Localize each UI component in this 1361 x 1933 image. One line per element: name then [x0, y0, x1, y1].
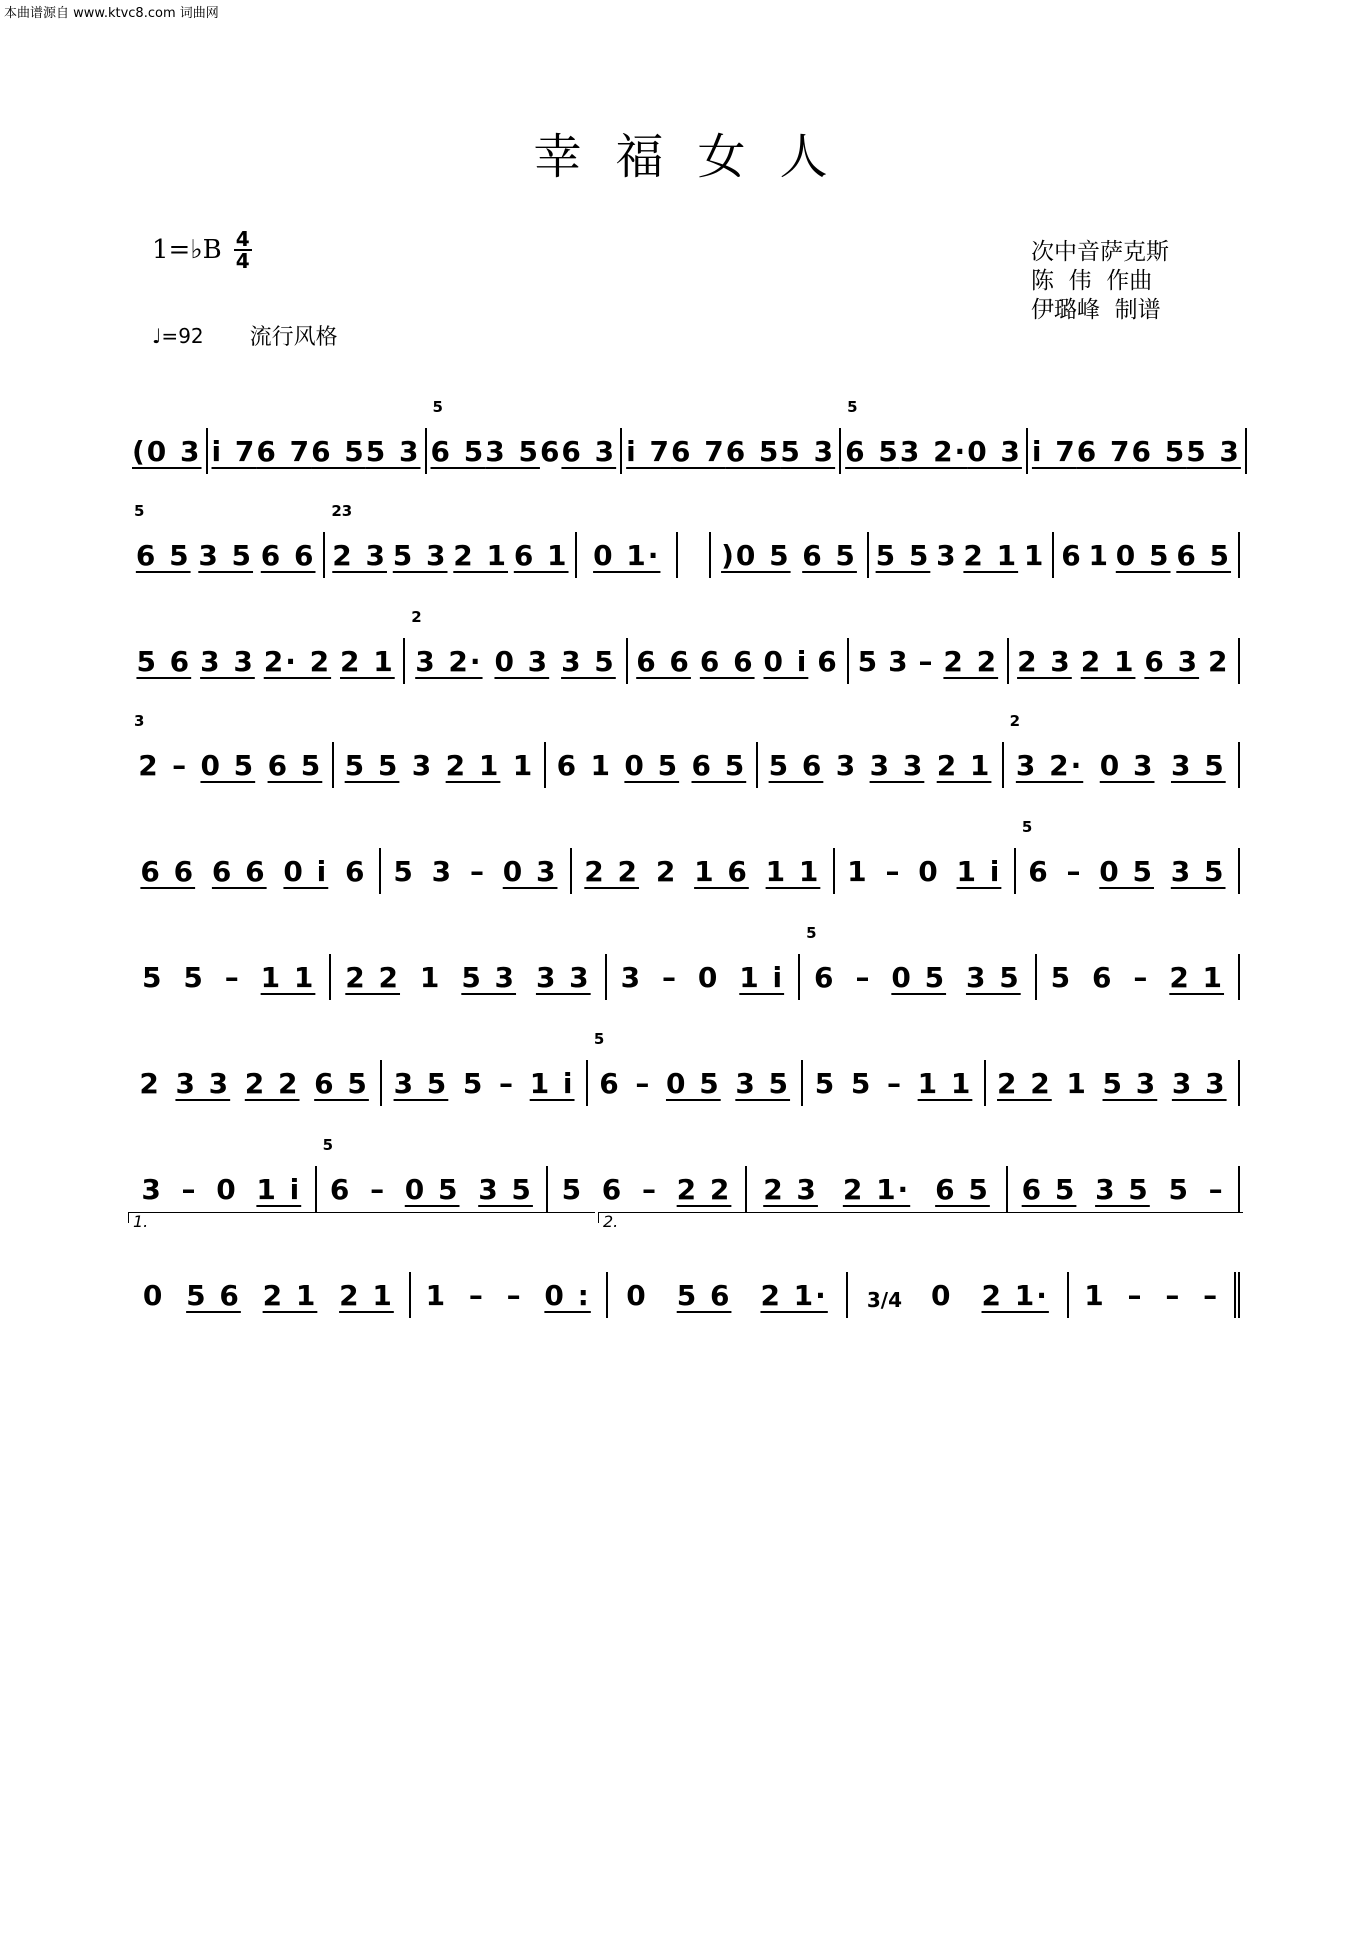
note-group: 0 5 [1099, 855, 1154, 888]
note-group: – [1127, 1279, 1144, 1312]
grace-note: 5 [593, 1030, 605, 1048]
note-group: 6 [814, 961, 836, 994]
note-group: 5 [393, 855, 415, 888]
note-group: i 7 [1031, 435, 1077, 468]
note-group: 1 [1066, 1067, 1088, 1100]
note-group: 6 5 [845, 435, 900, 468]
note-group: 3 2· [899, 435, 968, 468]
measure [331, 954, 606, 1000]
staff-line-6 [128, 918, 1240, 1002]
note-group: 2 1 [963, 539, 1019, 572]
note-group: 0 3 [967, 435, 1022, 468]
note-group: 0 i [763, 645, 809, 678]
measure [411, 1272, 608, 1318]
note-group: 3 5 [198, 539, 254, 572]
grace-note: 2 [411, 608, 422, 626]
note-group: 0 [931, 1279, 953, 1312]
note-group: 0 [142, 1279, 165, 1312]
note-group: – [1165, 1279, 1182, 1312]
measure [628, 638, 849, 684]
time-signature-bottom: 4 [235, 249, 250, 273]
note-group: 5 5 [344, 749, 400, 782]
note-group: 6 [1061, 539, 1083, 572]
note-group: – [1066, 855, 1083, 888]
note-group: 0 5 [200, 749, 256, 782]
measure [128, 638, 405, 684]
measure [849, 638, 1008, 684]
measure [128, 1060, 382, 1106]
measure [1009, 638, 1240, 684]
note-group: )0 5 [721, 539, 791, 572]
staff-line-8 [128, 1130, 1240, 1214]
note-group: 3 5 [735, 1067, 791, 1100]
note-group: – [1133, 961, 1150, 994]
note-group: 6 [599, 1067, 621, 1100]
note-group: 2 1 [1169, 961, 1225, 994]
measure [1037, 954, 1240, 1000]
measure [986, 1060, 1240, 1106]
note-group: 6 3 [561, 435, 617, 468]
measure [208, 428, 427, 474]
staff-measures [128, 924, 1240, 1000]
note-group: 1 [1023, 539, 1046, 572]
note-group: 1 [590, 749, 612, 782]
note-group: 6 5 [935, 1173, 990, 1206]
note-group: 2 1· [760, 1279, 828, 1312]
staff-line-1 [128, 392, 1240, 476]
note-group: 6 6 [636, 645, 691, 678]
measure [128, 712, 334, 788]
note-group: 6 5 [267, 749, 323, 782]
key-signature: 1=♭B [152, 235, 222, 265]
note-group: 5 [462, 1067, 485, 1100]
note-group: 0 5 [404, 1173, 460, 1206]
measure [1008, 1166, 1240, 1212]
note-group: – [469, 855, 486, 888]
note-group: – [499, 1067, 516, 1100]
note-group: 2 2 [244, 1067, 300, 1100]
note-group: 3 [141, 1173, 163, 1206]
note-group: 6 [601, 1173, 624, 1206]
note-group: 3 3 [535, 961, 591, 994]
measure [128, 1272, 411, 1318]
note-group: 0 3 [502, 855, 558, 888]
note-group: 1 [512, 749, 535, 782]
note-group: 3 [620, 961, 643, 994]
note-group: 1 i [256, 1173, 302, 1206]
note-group: 3 3 [175, 1067, 231, 1100]
grace-note: 2 [1009, 712, 1021, 730]
note-group: 2 1 [453, 539, 509, 572]
note-group: 3 [936, 539, 958, 572]
note-group: 6 5 [314, 1067, 369, 1100]
measure [1004, 712, 1240, 788]
note-group: 3 5 [561, 645, 616, 678]
measure [128, 1166, 317, 1212]
note-group: 6 5 [725, 435, 781, 468]
note-group: 6 [1028, 855, 1050, 888]
note-group: 3 5 [965, 961, 1021, 994]
volta-second-ending: 2. [598, 1212, 1243, 1223]
measure [382, 1060, 588, 1106]
note-group: 6 [817, 645, 839, 678]
note-group: 1 i [956, 855, 1002, 888]
note-group: 2 2 [345, 961, 401, 994]
note-group: 6 7 [256, 435, 312, 468]
note-group: 3 2· [415, 645, 483, 678]
source-header: 本曲谱源自 www.ktvc8.com 词曲网 [4, 6, 219, 21]
measure [128, 502, 325, 578]
measure [572, 848, 835, 894]
note-group: 5 [857, 645, 880, 678]
note-group: 2 1 [339, 1279, 394, 1312]
note-group: 6 6 [211, 855, 267, 888]
grace-note: 5 [432, 398, 443, 416]
staff-line-2 [128, 496, 1240, 580]
note-group: 1 6 [694, 855, 749, 888]
measure [758, 742, 1003, 788]
note-group: 2 1 [445, 749, 501, 782]
note-group: 6 6 [260, 539, 316, 572]
credit-composer: 陈 伟 作曲 [1031, 268, 1153, 294]
note-group: – [468, 1279, 485, 1312]
note-group: 3 5 [1095, 1173, 1150, 1206]
measure [622, 428, 841, 474]
time-signature [234, 229, 252, 271]
staff-measures [128, 502, 1240, 578]
note-group: 5 [1168, 1173, 1190, 1206]
note-group: 5 [561, 1173, 584, 1206]
note-group: 2 1 [262, 1279, 318, 1312]
note-group: 3 [888, 645, 910, 678]
note-group: 6 5 [430, 435, 486, 468]
note-group: 1 1 [260, 961, 316, 994]
score-title: 幸福女人 [533, 129, 862, 185]
measure [711, 532, 868, 578]
note-group: 2 3 [332, 539, 387, 572]
note-group: 3 3 [200, 645, 255, 678]
measure [800, 924, 1037, 1000]
note-group: i 7 [626, 435, 671, 468]
credit-transcriber: 伊璐峰 制谱 [1031, 297, 1161, 323]
note-group: 2 2 [997, 1067, 1052, 1100]
tempo-block [152, 320, 338, 351]
note-group: 6 6 [699, 645, 755, 678]
tempo-marking: ♩=92 [152, 323, 204, 348]
measure [588, 1030, 804, 1106]
note-group: 5 5 [875, 539, 931, 572]
grace-note: 5 [806, 924, 817, 942]
note-group: 2 3 [763, 1173, 818, 1206]
key-signature-block [152, 228, 252, 272]
note-group: 1 [847, 855, 869, 888]
measure [1054, 532, 1240, 578]
note-group: 5 3 [365, 435, 421, 468]
note-group: 1 [1088, 539, 1110, 572]
note-group: 5 3 [392, 539, 448, 572]
staff-measures [128, 398, 1241, 474]
note-group: 2 2 [584, 855, 640, 888]
staff-measures [128, 608, 1240, 684]
note-group: 0 3 [494, 645, 550, 678]
note-group: 5 6 [136, 645, 192, 678]
measure [548, 1166, 746, 1212]
note-group: 1 [425, 1279, 448, 1312]
note-group: 6 7 [670, 435, 726, 468]
measure [577, 532, 678, 578]
staff-measures [128, 1136, 1240, 1212]
note-group: 2 [139, 1067, 161, 1100]
measure [869, 532, 1055, 578]
staff-line-7 [128, 1024, 1240, 1108]
note-group: 2 [1208, 645, 1230, 678]
measure [325, 502, 577, 578]
note-group: 1 [1084, 1279, 1106, 1312]
note-group: – [635, 1067, 652, 1100]
time-signature-change: 3/4 [866, 1288, 902, 1312]
note-group: – [885, 855, 902, 888]
measure [1069, 1272, 1240, 1318]
note-group: 5 [141, 961, 164, 994]
note-group: 1 i [739, 961, 785, 994]
measure [607, 954, 800, 1000]
note-group: 5 3 [780, 435, 836, 468]
note-group: 2 [138, 749, 160, 782]
note-group: – [1208, 1173, 1225, 1206]
measure [405, 608, 628, 684]
measure [835, 848, 1016, 894]
note-group: – [918, 645, 935, 678]
note-group: 0 [626, 1279, 648, 1312]
note-group: 3 5 [485, 435, 540, 468]
note-group: 3 [411, 749, 434, 782]
note-group: 0 [697, 961, 720, 994]
measure [608, 1272, 849, 1318]
note-group: 6 [1092, 961, 1114, 994]
note-group: 5 [183, 961, 205, 994]
staff-measures [128, 1272, 1240, 1318]
staff-line-5 [128, 812, 1240, 896]
note-group: 2 1 [340, 645, 395, 678]
note-group: 3 3 [869, 749, 925, 782]
grace-note: 5 [847, 398, 858, 416]
note-group: 2 2 [676, 1173, 732, 1206]
note-group: 3 5 [1170, 855, 1226, 888]
note-group: 5 3 [1186, 435, 1241, 468]
measure [848, 1272, 1069, 1318]
note-group: 1 i [529, 1067, 575, 1100]
note-group: – [172, 749, 189, 782]
note-group: 6 [345, 855, 367, 888]
measure [546, 742, 758, 788]
note-group: 6 7 [1076, 435, 1132, 468]
measure [128, 428, 208, 474]
staff-line-4 [128, 706, 1240, 790]
note-group: 0 i [283, 855, 329, 888]
measure [128, 848, 381, 894]
note-group: (0 3 [132, 435, 202, 468]
note-group: 5 6 [186, 1279, 241, 1312]
measure [427, 398, 623, 474]
note-group: 2 3 [1017, 645, 1072, 678]
note-group: – [370, 1173, 387, 1206]
note-group: 6 6 [140, 855, 196, 888]
note-group: – [886, 1067, 903, 1100]
measure [317, 1136, 549, 1212]
time-signature-top: 4 [235, 227, 250, 251]
note-group: 2 2 [943, 645, 999, 678]
note-group: – [855, 961, 872, 994]
staff-measures [128, 1030, 1240, 1106]
note-group: 5 6 [768, 749, 824, 782]
note-group: 0 3 [1099, 749, 1155, 782]
note-group: 0 : [544, 1279, 591, 1312]
note-group: – [224, 961, 241, 994]
style-label: 流行风格 [249, 325, 338, 350]
note-group: 2 1· [981, 1279, 1049, 1312]
note-group: 1 [419, 961, 442, 994]
credit-instrument: 次中音萨克斯 [1031, 239, 1169, 265]
note-group: 6 5 [691, 749, 747, 782]
note-group: 6 5 [311, 435, 366, 468]
note-group: – [181, 1173, 198, 1206]
note-group: 3 5 [478, 1173, 533, 1206]
staff-measures [128, 712, 1240, 788]
note-group: – [641, 1173, 658, 1206]
note-group: 6 [556, 749, 579, 782]
note-group: 6 5 [135, 539, 191, 572]
note-group: 2 1 [936, 749, 992, 782]
note-group: 6 3 [1144, 645, 1200, 678]
note-group: 6 5 [1021, 1173, 1077, 1206]
credits [1031, 238, 1169, 325]
note-group: 2 1· [842, 1173, 911, 1206]
staff-line-3 [128, 602, 1240, 686]
note-group: 1 1 [765, 855, 821, 888]
grace-note: 5 [1021, 818, 1033, 836]
note-group: 2 [655, 855, 678, 888]
note-group: – [506, 1279, 523, 1312]
volta-first-ending: 1. [128, 1212, 595, 1223]
staff-measures [128, 818, 1240, 894]
note-group: 0 5 [1115, 539, 1171, 572]
note-group: – [661, 961, 678, 994]
note-group: 6 1 [513, 539, 569, 572]
note-group: 5 [850, 1067, 873, 1100]
measure [1016, 818, 1240, 894]
note-group: 2 1 [1080, 645, 1136, 678]
note-group: – [1203, 1279, 1220, 1312]
note-group: 3 3 [1171, 1067, 1227, 1100]
grace-note: 5 [322, 1136, 334, 1154]
note-group: 3 5 [1170, 749, 1226, 782]
note-group: 3 2· [1015, 749, 1084, 782]
note-group: 0 5 [624, 749, 680, 782]
note-group: 0 [918, 855, 940, 888]
note-group: 6 5 [1176, 539, 1232, 572]
note-group: 0 1· [593, 539, 661, 572]
measure [747, 1166, 1009, 1212]
measure [334, 742, 546, 788]
note-group: 6 [539, 435, 562, 468]
measure [128, 954, 331, 1000]
note-group: 5 3 [1102, 1067, 1158, 1100]
note-group: 6 [329, 1173, 352, 1206]
grace-note: 3 [134, 712, 145, 730]
note-group: 3 5 [393, 1067, 449, 1100]
note-group: 0 [216, 1173, 238, 1206]
note-group: 5 3 [461, 961, 517, 994]
note-group: 0 5 [891, 961, 947, 994]
note-group: i 7 [211, 435, 257, 468]
note-group: 2· 2 [263, 645, 332, 678]
note-group: 6 5 [802, 539, 857, 572]
note-group: 5 [1050, 961, 1073, 994]
measure [678, 532, 711, 578]
staff-line-9 [128, 1212, 1240, 1320]
measure [381, 848, 572, 894]
grace-note: 5 [134, 502, 145, 520]
note-group: 5 6 [676, 1279, 732, 1312]
note-group: 6 5 [1131, 435, 1187, 468]
measure [1028, 428, 1247, 474]
note-group: 3 [835, 749, 858, 782]
measure [841, 398, 1028, 474]
note-group: 5 [814, 1067, 837, 1100]
measure [803, 1060, 985, 1106]
note-group: 3 [431, 855, 454, 888]
grace-note: 23 [331, 502, 353, 520]
note-group: 0 5 [665, 1067, 721, 1100]
note-group: 1 1 [917, 1067, 973, 1100]
